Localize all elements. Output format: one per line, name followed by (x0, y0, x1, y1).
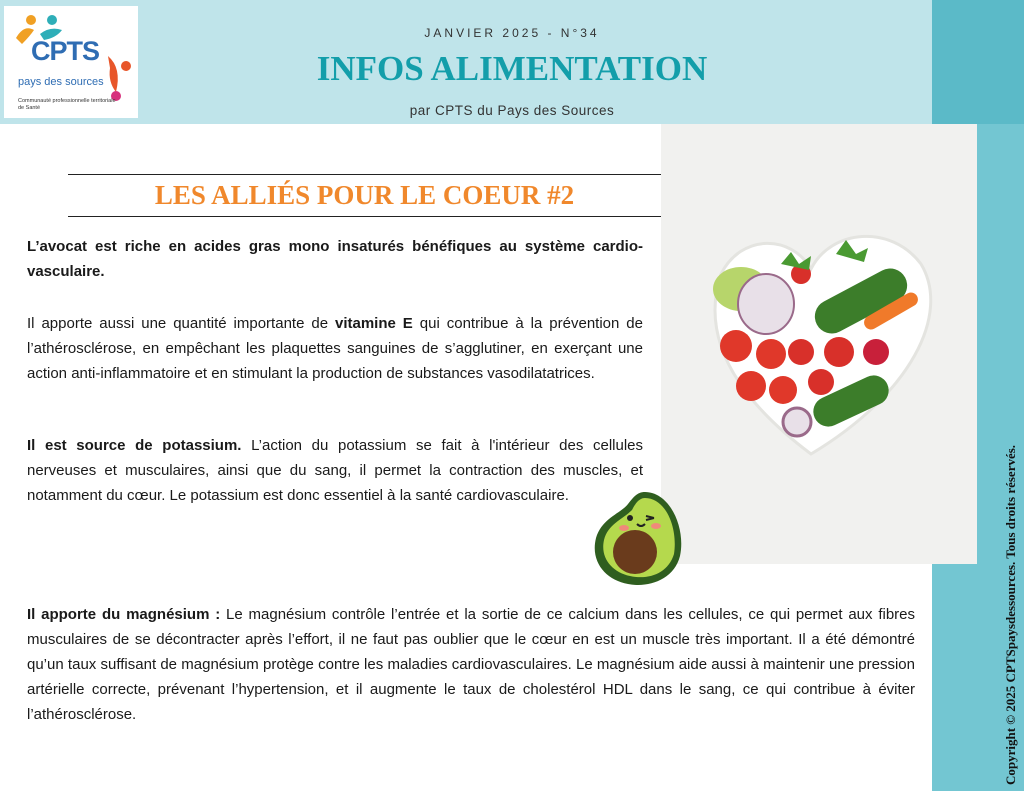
p1-start: Il apporte aussi une quantité importante de (27, 315, 335, 332)
logo-subtitle: pays des sources (18, 76, 104, 88)
vitamin-e-paragraph (27, 311, 643, 386)
magnesium-paragraph (27, 602, 915, 727)
p1-end: qui contribue à la prévention de l’athérosclérose, en empêchant les plaquettes sanguines de s’agglutiner, en exerçant une action anti-inflammatoire et en stimulant la production de substances vasodilatatrices. (27, 315, 643, 382)
p3-bold: Il apporte du magnésium : (27, 606, 221, 623)
section-title: LES ALLIÉS POUR LE COEUR #2 (154, 180, 575, 210)
potassium-paragraph (27, 433, 643, 508)
p2-bold: Il est source de potassium. (27, 437, 242, 454)
logo-tagline: Communauté professionnelle territoriale de Santé (18, 98, 116, 111)
section-heading (68, 174, 661, 217)
heart-bowl-photo (661, 124, 977, 564)
p2-end: L’action du potassium se fait à l'intérieur des cellules nerveuses et musculaires, ainsi que du sang, il permet la contraction des muscles, et notamment du cœur. Le potassium est donc essentiel à la santé cardiovasculaire. (27, 437, 644, 504)
p1-bold: vitamine E (335, 315, 413, 332)
byline: par CPTS du Pays des Sources (409, 103, 615, 118)
p3-end: Le magnésium contrôle l’entrée et la sortie de ce calcium dans les cellules, ce qui permet aux fibres musculaires de se décontracter après l’effort, il ne faut pas oublier que le cœur en est un muscle très important. Il a été démontré qu’un taux suffisant de magnésium protège contre les maladies cardiovasculaires. Le magnésium aide aussi à maintenir une pression artérielle correcte, prévenant l’hypertension, et il augmente le taux de cholestérol HDL dans le sang, ce qui contribue à éviter l’athérosclérose. (27, 606, 915, 723)
issue-label: JANVIER 2025 - N°34 (424, 26, 600, 40)
logo-name: CPTS (31, 36, 100, 66)
avocado-icon (590, 488, 690, 592)
intro-paragraph: L’avocat est riche en acides gras mono insaturés bénéfiques au système cardio-vasculaire. (27, 238, 643, 280)
heart-bowl-icon (661, 124, 977, 564)
copyright-notice: Copyright © 2025 CPTSpaysdessources. Tous droits réservés. (1003, 444, 1018, 785)
page-title: INFOS ALIMENTATION (316, 49, 708, 88)
